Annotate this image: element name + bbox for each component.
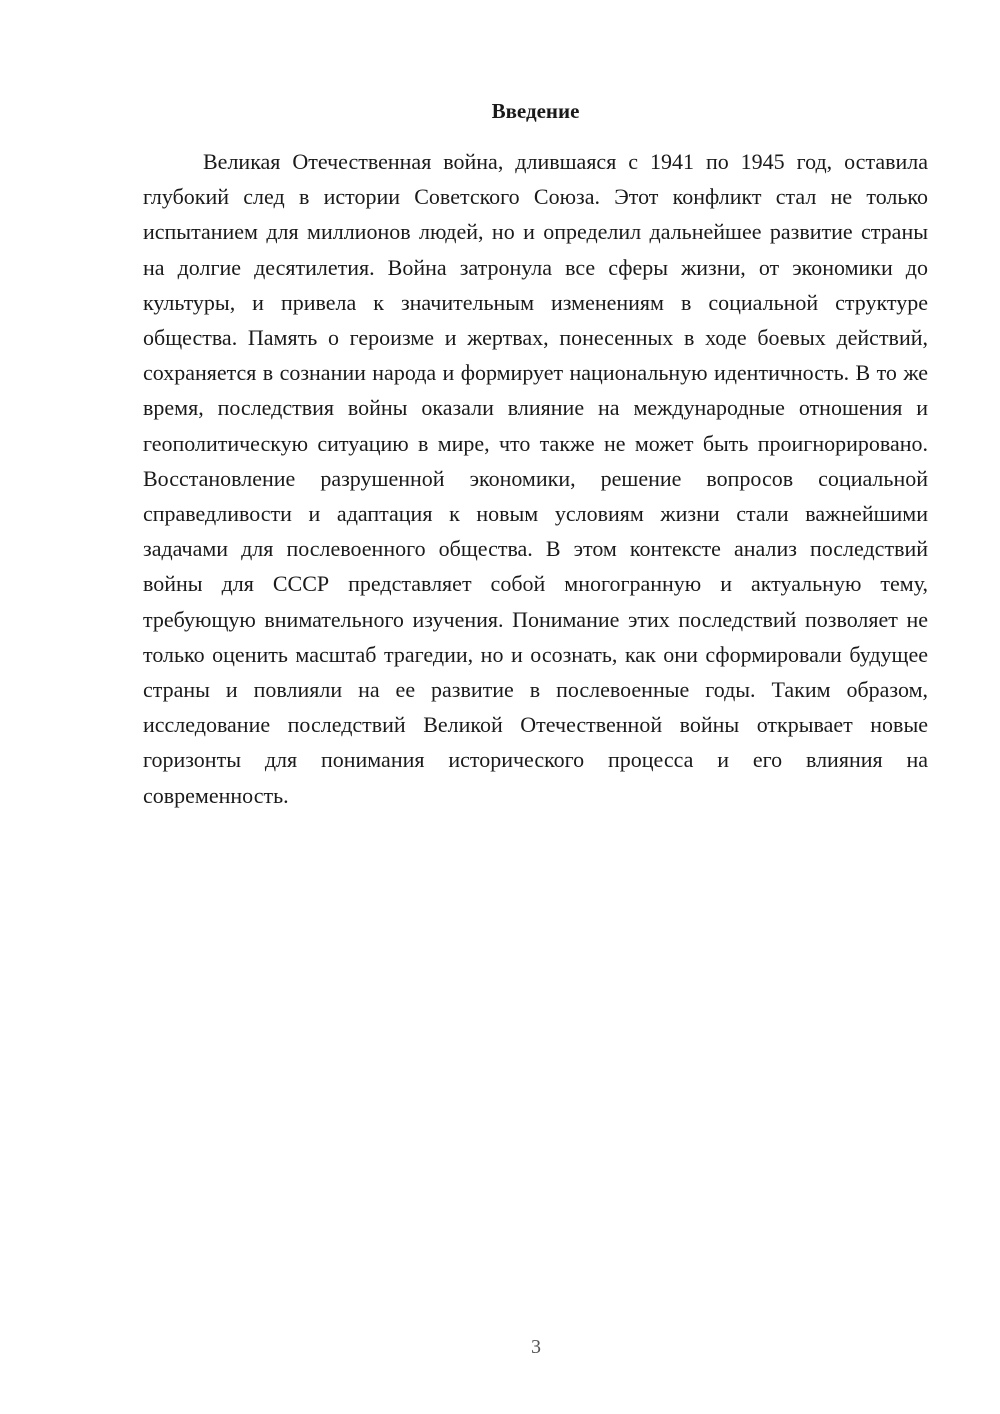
body-paragraph: Великая Отечественная война, длившаяся с 1941 по 1945 год, оставила глубокий след в истории Советского Союза. Этот конфликт стал не только испытанием для миллионов людей, но и определил дальнейшее развитие страны на долгие десятилетия. Война затронула все сферы жизни, от экономики до культуры, и привела к значительным изменениям в социальной структуре общества. Память о героизме и жертвах, понесенных в ходе боевых действий, сохраняется в сознании народа и формирует национальную идентичность. В то же время, последствия войны оказали влияние на международные отношения и геополитическую ситуацию в мире, что также не может быть проигнорировано. Восстановление разрушенной экономики, решение вопросов социальной справедливости и адаптация к новым условиям жизни стали важнейшими задачами для послевоенного общества. В этом контексте анализ последствий войны для СССР представляет собой многогранную и актуальную тему, требующую внимательного изучения. Понимание этих последствий позволяет не только оценить масштаб трагедии, но и осознать, как они сформировали будущее страны и повлияли на ее развитие в послевоенные годы. Таким образом, исследование последствий Великой Отечественной войны открывает новые горизонты для понимания исторического процесса и его влияния на современность. <box>143 149 928 808</box>
section-heading: Введение <box>491 99 580 123</box>
page-number: 3 <box>531 1336 541 1358</box>
